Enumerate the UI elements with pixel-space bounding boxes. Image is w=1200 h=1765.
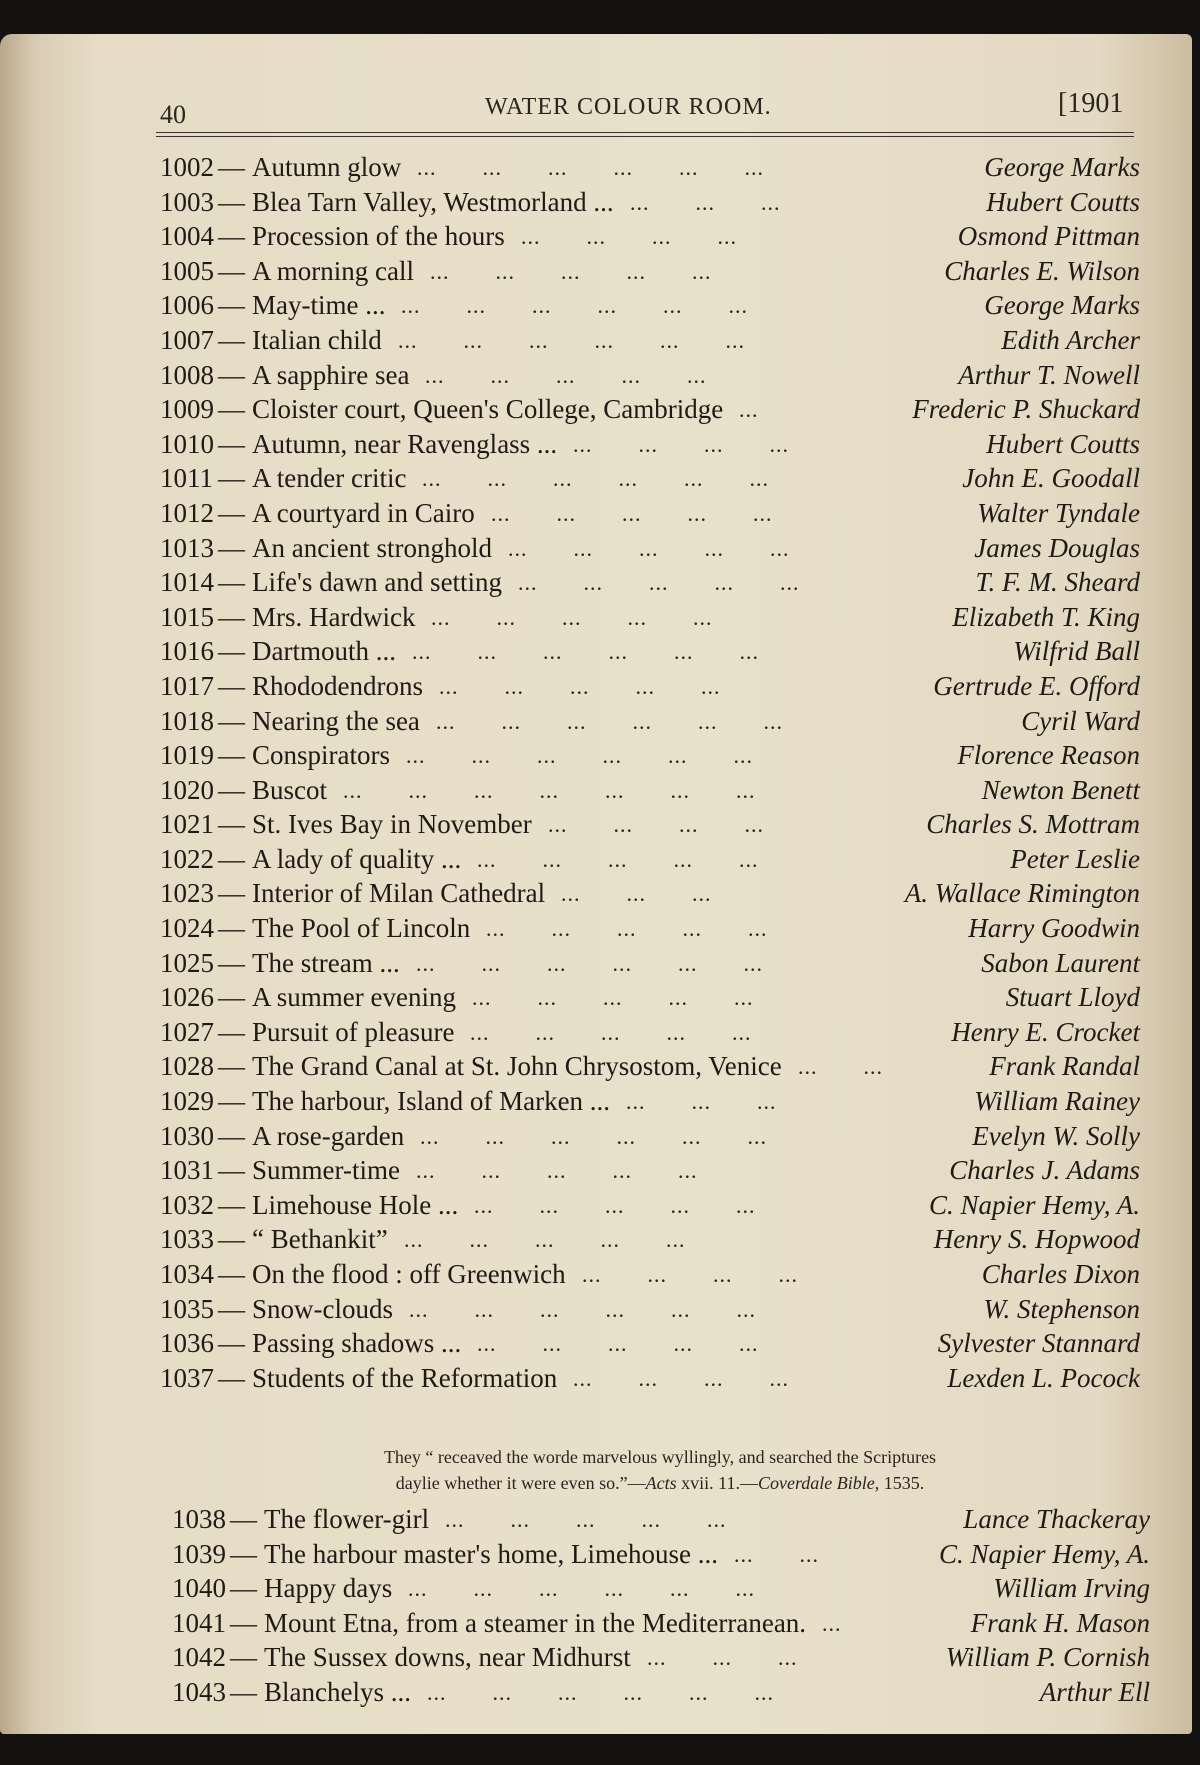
entry-artist: Newton Benett [981, 774, 1140, 805]
entry-number: 1024 [160, 913, 214, 944]
entry-artist: Stuart Lloyd [1005, 982, 1140, 1013]
entry-artist: Sabon Laurent [981, 947, 1140, 978]
catalogue-entry [160, 1017, 1140, 1052]
catalogue-entry [160, 533, 1140, 568]
entry-number: 1030 [160, 1120, 214, 1151]
entry-title: An ancient stronghold [252, 532, 492, 563]
entry-number: 1032 [160, 1189, 214, 1220]
entry-title: Passing shadows ... [252, 1328, 462, 1359]
catalogue-entry [160, 1259, 1140, 1294]
entry-title: Nearing the sea [252, 705, 420, 736]
scripture-quote [260, 1444, 1060, 1496]
entry-number: 1004 [160, 221, 214, 252]
entry-artist: George Marks [984, 152, 1140, 182]
entry-artist: Frank H. Mason [970, 1607, 1150, 1638]
leader-dots: ... ... [798, 1054, 929, 1080]
entry-artist: Arthur Ell [1039, 1676, 1150, 1707]
catalogue-entry [172, 1539, 1150, 1574]
entry-artist: Gertrude E. Offord [933, 670, 1140, 701]
catalogue-entry [160, 913, 1140, 948]
entry-title: Blea Tarn Valley, Westmorland ... [252, 186, 614, 217]
entry-number: 1029 [160, 1086, 214, 1117]
leader-dots: ... ... ... ... ... [518, 570, 846, 596]
entry-artist: Hubert Coutts [986, 428, 1140, 459]
entry-artist: C. Napier Hemy, A. [939, 1538, 1150, 1569]
entry-number: 1011 [160, 463, 213, 494]
entry-title: Italian child [252, 324, 382, 355]
entry-title: Conspirators [252, 740, 390, 771]
entry-title: Blanchelys ... [264, 1676, 411, 1707]
entry-number: 1016 [160, 636, 214, 667]
entry-title: Cloister court, Queen's College, Cambridge [252, 394, 724, 425]
year-label: [1901 [1058, 88, 1124, 119]
page-number: 40 [160, 100, 186, 129]
entry-dash: — [218, 913, 245, 944]
catalogue-entry [160, 982, 1140, 1017]
entry-number: 1031 [160, 1155, 214, 1186]
catalogue-entry [160, 740, 1140, 775]
entry-artist: Charles J. Adams [949, 1155, 1140, 1186]
leader-dots: ... ... ... ... ... [472, 985, 800, 1011]
entry-number: 1002 [160, 152, 214, 182]
entry-artist: William Irving [993, 1573, 1150, 1604]
entry-title: Procession of the hours [252, 221, 505, 252]
entry-artist: Charles S. Mottram [926, 809, 1140, 840]
entry-title: Dartmouth ... [252, 636, 396, 667]
leader-dots: ... ... ... ... [582, 1262, 844, 1287]
entry-title: Life's dawn and setting [252, 567, 503, 598]
catalogue-entry [160, 1224, 1140, 1259]
entry-dash: — [218, 1051, 245, 1082]
catalogue-entry [160, 809, 1140, 844]
entry-dash: — [218, 324, 245, 355]
entry-dash: — [230, 1607, 257, 1638]
catalogue-entry [160, 256, 1140, 291]
catalogue-entry [160, 602, 1140, 637]
entry-number: 1014 [160, 567, 214, 598]
leader-dots: ... ... ... ... ... [477, 846, 805, 872]
leader-dots: ... ... ... ... ... ... [401, 293, 794, 319]
leader-dots: ... ... ... ... ... [491, 500, 819, 526]
entry-artist: Florence Reason [957, 740, 1140, 771]
catalogue-entry [172, 1504, 1150, 1539]
catalogue-entry [172, 1642, 1150, 1677]
entry-number: 1021 [160, 809, 214, 840]
entry-number: 1010 [160, 428, 214, 459]
entry-number: 1033 [160, 1224, 214, 1255]
entry-number: 1018 [160, 705, 214, 736]
entry-title: Autumn, near Ravenglass ... [252, 428, 558, 459]
entry-artist: Frederic P. Shuckard [912, 394, 1140, 425]
leader-dots: ... ... ... ... [521, 224, 783, 250]
entry-dash: — [218, 1328, 245, 1359]
entry-dash: — [218, 740, 245, 771]
catalogue-entry [172, 1573, 1150, 1608]
leader-dots: ... ... ... ... ... ... [409, 1296, 802, 1322]
entry-title: Summer-time [252, 1155, 400, 1186]
entry-artist: W. Stephenson [983, 1293, 1140, 1324]
entry-dash: — [218, 567, 245, 598]
leader-dots: ... ... [734, 1541, 865, 1567]
entry-dash: — [218, 1293, 245, 1324]
entry-title: “ Bethankit” [252, 1224, 388, 1255]
entry-dash: — [218, 947, 245, 978]
entry-title: Interior of Milan Cathedral [252, 878, 546, 909]
entry-number: 1017 [160, 670, 214, 701]
entry-number: 1027 [160, 1016, 214, 1047]
entry-artist: Wilfrid Ball [1013, 636, 1140, 667]
entry-dash: — [218, 1224, 245, 1255]
entry-title: On the flood : off Greenwich [252, 1259, 566, 1289]
catalogue-entry [160, 394, 1140, 429]
entry-number: 1022 [160, 843, 214, 874]
header-rule [156, 136, 1134, 137]
entry-dash: — [218, 463, 245, 494]
catalogue-entry [160, 775, 1140, 810]
catalogue-entry [160, 948, 1140, 983]
entry-artist: T. F. M. Sheard [975, 567, 1140, 598]
leader-dots: ... ... ... ... ... ... [416, 950, 809, 976]
entry-dash: — [218, 221, 245, 252]
leader-dots: ... ... ... ... ... [474, 1192, 802, 1218]
leader-dots: ... ... ... ... ... [439, 673, 767, 699]
leader-dots: ... [822, 1610, 888, 1636]
entry-number: 1005 [160, 255, 214, 286]
entry-dash: — [218, 497, 245, 528]
entry-artist: John E. Goodall [962, 463, 1140, 494]
entry-title: The stream ... [252, 947, 400, 978]
entry-artist: Harry Goodwin [968, 913, 1140, 944]
entry-title: The Sussex downs, near Midhurst [264, 1642, 631, 1673]
entry-title: The harbour, Island of Marken ... [252, 1086, 611, 1117]
leader-dots: ... ... ... ... ... ... [422, 466, 815, 492]
entry-number: 1009 [160, 394, 214, 425]
entry-artist: William P. Cornish [945, 1642, 1150, 1673]
entry-title: A morning call [252, 255, 414, 286]
entry-dash: — [218, 1120, 245, 1151]
entry-title: Happy days [264, 1573, 393, 1604]
quote-line: They “ receaved the worde marvelous wyllingly, and searched the Scriptures [383, 1447, 937, 1467]
entry-number: 1037 [160, 1362, 214, 1393]
entry-number: 1013 [160, 532, 214, 563]
leader-dots: ... ... ... [561, 881, 758, 907]
leader-dots: ... ... ... ... ... ... ... [343, 777, 802, 803]
entry-dash: — [218, 186, 245, 217]
entry-dash: — [218, 636, 245, 667]
entry-title: Mount Etna, from a steamer in the Mediterranean. [264, 1607, 807, 1638]
entry-dash: — [218, 532, 245, 563]
entry-number: 1038 [172, 1504, 226, 1534]
entry-dash: — [230, 1573, 257, 1604]
catalogue-entry [160, 325, 1140, 360]
leader-dots: ... ... ... [626, 1089, 823, 1115]
entry-title: A sapphire sea [252, 359, 410, 390]
entry-dash: — [218, 601, 245, 632]
entry-title: Students of the Reformation [252, 1362, 558, 1393]
entry-dash: — [218, 774, 245, 805]
entry-number: 1020 [160, 774, 214, 805]
quote-line: daylie whether it were even so.”—Acts xvii. 11.—Coverdale Bible, 1535. [395, 1473, 925, 1493]
header-rule [156, 132, 1134, 133]
entry-dash: — [230, 1676, 257, 1707]
leader-dots: ... ... ... ... ... [508, 535, 836, 561]
entry-dash: — [218, 878, 245, 909]
entry-artist: Elizabeth T. King [952, 601, 1140, 632]
leader-dots: ... ... ... ... ... ... [406, 743, 799, 769]
entry-number: 1040 [172, 1573, 226, 1604]
entry-number: 1028 [160, 1051, 214, 1082]
entry-dash: — [218, 1189, 245, 1220]
entry-dash: — [230, 1538, 257, 1569]
entry-dash: — [218, 670, 245, 701]
entry-title: Mrs. Hardwick [252, 601, 416, 632]
entry-dash: — [218, 843, 245, 874]
entry-dash: — [218, 394, 245, 425]
catalogue-page [0, 34, 1192, 1734]
leader-dots: ... ... ... ... ... ... [412, 639, 805, 665]
leader-dots: ... ... ... [647, 1645, 844, 1671]
entry-title: Buscot [252, 774, 328, 805]
entry-number: 1039 [172, 1538, 226, 1569]
entry-list [160, 152, 1140, 1397]
leader-dots: ... ... ... ... ... ... [420, 1123, 813, 1149]
catalogue-entry [160, 1328, 1140, 1363]
entry-artist: Henry E. Crocket [951, 1016, 1140, 1047]
entry-dash: — [218, 428, 245, 459]
catalogue-entry [160, 706, 1140, 741]
entry-dash: — [218, 290, 245, 321]
entry-dash: — [218, 1155, 245, 1186]
catalogue-entry [160, 844, 1140, 879]
catalogue-entry [160, 187, 1140, 222]
entry-artist: Charles Dixon [981, 1259, 1140, 1289]
entry-artist: James Douglas [974, 532, 1140, 563]
entry-title: The harbour master's home, Limehouse ... [264, 1538, 718, 1569]
leader-dots: ... ... ... ... [548, 812, 810, 838]
entry-artist: Arthur T. Nowell [958, 359, 1140, 390]
entry-number: 1034 [160, 1259, 214, 1289]
entry-dash: — [218, 1016, 245, 1047]
entry-number: 1035 [160, 1293, 214, 1324]
entry-number: 1012 [160, 497, 214, 528]
entry-artist: Henry S. Hopwood [933, 1224, 1140, 1255]
running-title: WATER COLOUR ROOM. [485, 94, 772, 120]
entry-dash: — [218, 1259, 245, 1289]
leader-dots: ... ... ... ... ... [431, 604, 759, 630]
entry-title: A courtyard in Cairo [252, 497, 475, 528]
leader-dots: ... ... ... ... ... [404, 1227, 732, 1253]
entry-artist: Cyril Ward [1021, 705, 1140, 736]
entry-title: Limehouse Hole ... [252, 1189, 459, 1220]
entry-number: 1007 [160, 324, 214, 355]
entry-number: 1036 [160, 1328, 214, 1359]
catalogue-entry [160, 1294, 1140, 1329]
entry-artist: Frank Randal [989, 1051, 1140, 1082]
catalogue-entry [160, 152, 1140, 187]
entry-number: 1015 [160, 601, 214, 632]
entry-number: 1026 [160, 982, 214, 1013]
catalogue-entry [160, 463, 1140, 498]
catalogue-entry [160, 1121, 1140, 1156]
entry-number: 1006 [160, 290, 214, 321]
entry-list-continued [172, 1504, 1150, 1712]
leader-dots: ... ... ... ... ... ... [436, 708, 829, 734]
leader-dots: ... ... ... ... ... [445, 1507, 773, 1532]
entry-title: Snow-clouds [252, 1293, 393, 1324]
catalogue-entry [160, 429, 1140, 464]
catalogue-entry [172, 1608, 1150, 1643]
entry-number: 1042 [172, 1642, 226, 1673]
entry-title: Pursuit of pleasure [252, 1016, 455, 1047]
catalogue-entry [160, 878, 1140, 913]
entry-dash: — [218, 255, 245, 286]
catalogue-entry [160, 1051, 1140, 1086]
leader-dots: ... ... ... ... ... [430, 258, 758, 284]
catalogue-entry [160, 1190, 1140, 1225]
catalogue-entry [160, 636, 1140, 671]
entry-artist: Lance Thackeray [963, 1504, 1150, 1534]
leader-dots: ... ... ... ... [573, 1365, 835, 1391]
leader-dots: ... ... ... ... ... [470, 1019, 798, 1045]
catalogue-entry [160, 671, 1140, 706]
catalogue-entry [160, 290, 1140, 325]
entry-number: 1019 [160, 740, 214, 771]
leader-dots: ... ... ... ... ... [477, 1331, 805, 1357]
entry-title: St. Ives Bay in November [252, 809, 532, 840]
leader-dots: ... ... ... ... ... [416, 1158, 744, 1184]
entry-title: The flower-girl [264, 1504, 430, 1534]
entry-artist: Edith Archer [1001, 324, 1140, 355]
catalogue-entry [160, 360, 1140, 395]
entry-title: A lady of quality ... [252, 843, 462, 874]
entry-artist: George Marks [984, 290, 1140, 321]
leader-dots: ... ... ... ... ... ... [417, 155, 810, 180]
leader-dots: ... ... ... ... ... [486, 916, 814, 942]
entry-dash: — [218, 359, 245, 390]
entry-dash: — [218, 1362, 245, 1393]
entry-number: 1025 [160, 947, 214, 978]
entry-dash: — [218, 152, 245, 182]
entry-number: 1043 [172, 1676, 226, 1707]
entry-artist: Evelyn W. Solly [972, 1120, 1140, 1151]
entry-dash: — [218, 1086, 245, 1117]
entry-title: May-time ... [252, 290, 386, 321]
catalogue-entry [160, 1086, 1140, 1121]
entry-dash: — [230, 1642, 257, 1673]
entry-artist: Sylvester Stannard [937, 1328, 1140, 1359]
leader-dots: ... ... ... ... ... [425, 362, 753, 388]
entry-title: Autumn glow [252, 152, 402, 182]
leader-dots: ... ... ... [630, 189, 827, 215]
entry-title: The Grand Canal at St. John Chrysostom, Venice [252, 1051, 782, 1082]
entry-artist: A. Wallace Rimington [904, 878, 1140, 909]
leader-dots: ... ... ... ... ... ... [398, 327, 791, 353]
entry-artist: C. Napier Hemy, A. [929, 1189, 1140, 1220]
leader-dots: ... ... ... ... ... ... [408, 1576, 801, 1602]
entry-dash: — [218, 982, 245, 1013]
entry-artist: Walter Tyndale [977, 497, 1140, 528]
entry-artist: Lexden L. Pocock [947, 1362, 1140, 1393]
entry-dash: — [218, 705, 245, 736]
leader-dots: ... [739, 397, 805, 423]
catalogue-entry [172, 1677, 1150, 1712]
entry-dash: — [218, 809, 245, 840]
entry-artist: Charles E. Wilson [944, 255, 1140, 286]
entry-number: 1041 [172, 1607, 226, 1638]
leader-dots: ... ... ... ... ... ... [427, 1679, 820, 1705]
leader-dots: ... ... ... ... [573, 431, 835, 457]
catalogue-entry [160, 498, 1140, 533]
entry-number: 1003 [160, 186, 214, 217]
entry-number: 1023 [160, 878, 214, 909]
catalogue-entry [160, 567, 1140, 602]
entry-title: The Pool of Lincoln [252, 913, 471, 944]
entry-dash: — [230, 1504, 257, 1534]
entry-title: A summer evening [252, 982, 456, 1013]
entry-title: A rose-garden [252, 1120, 405, 1151]
entry-artist: Peter Leslie [1010, 843, 1140, 874]
catalogue-entry [160, 1155, 1140, 1190]
entry-title: A tender critic [252, 463, 407, 494]
entry-title: Rhododendrons [252, 670, 423, 701]
entry-artist: Hubert Coutts [986, 186, 1140, 217]
entry-number: 1008 [160, 359, 214, 390]
entry-artist: William Rainey [974, 1086, 1140, 1117]
catalogue-entry [160, 221, 1140, 256]
entry-artist: Osmond Pittman [957, 221, 1140, 252]
catalogue-entry [160, 1363, 1140, 1398]
